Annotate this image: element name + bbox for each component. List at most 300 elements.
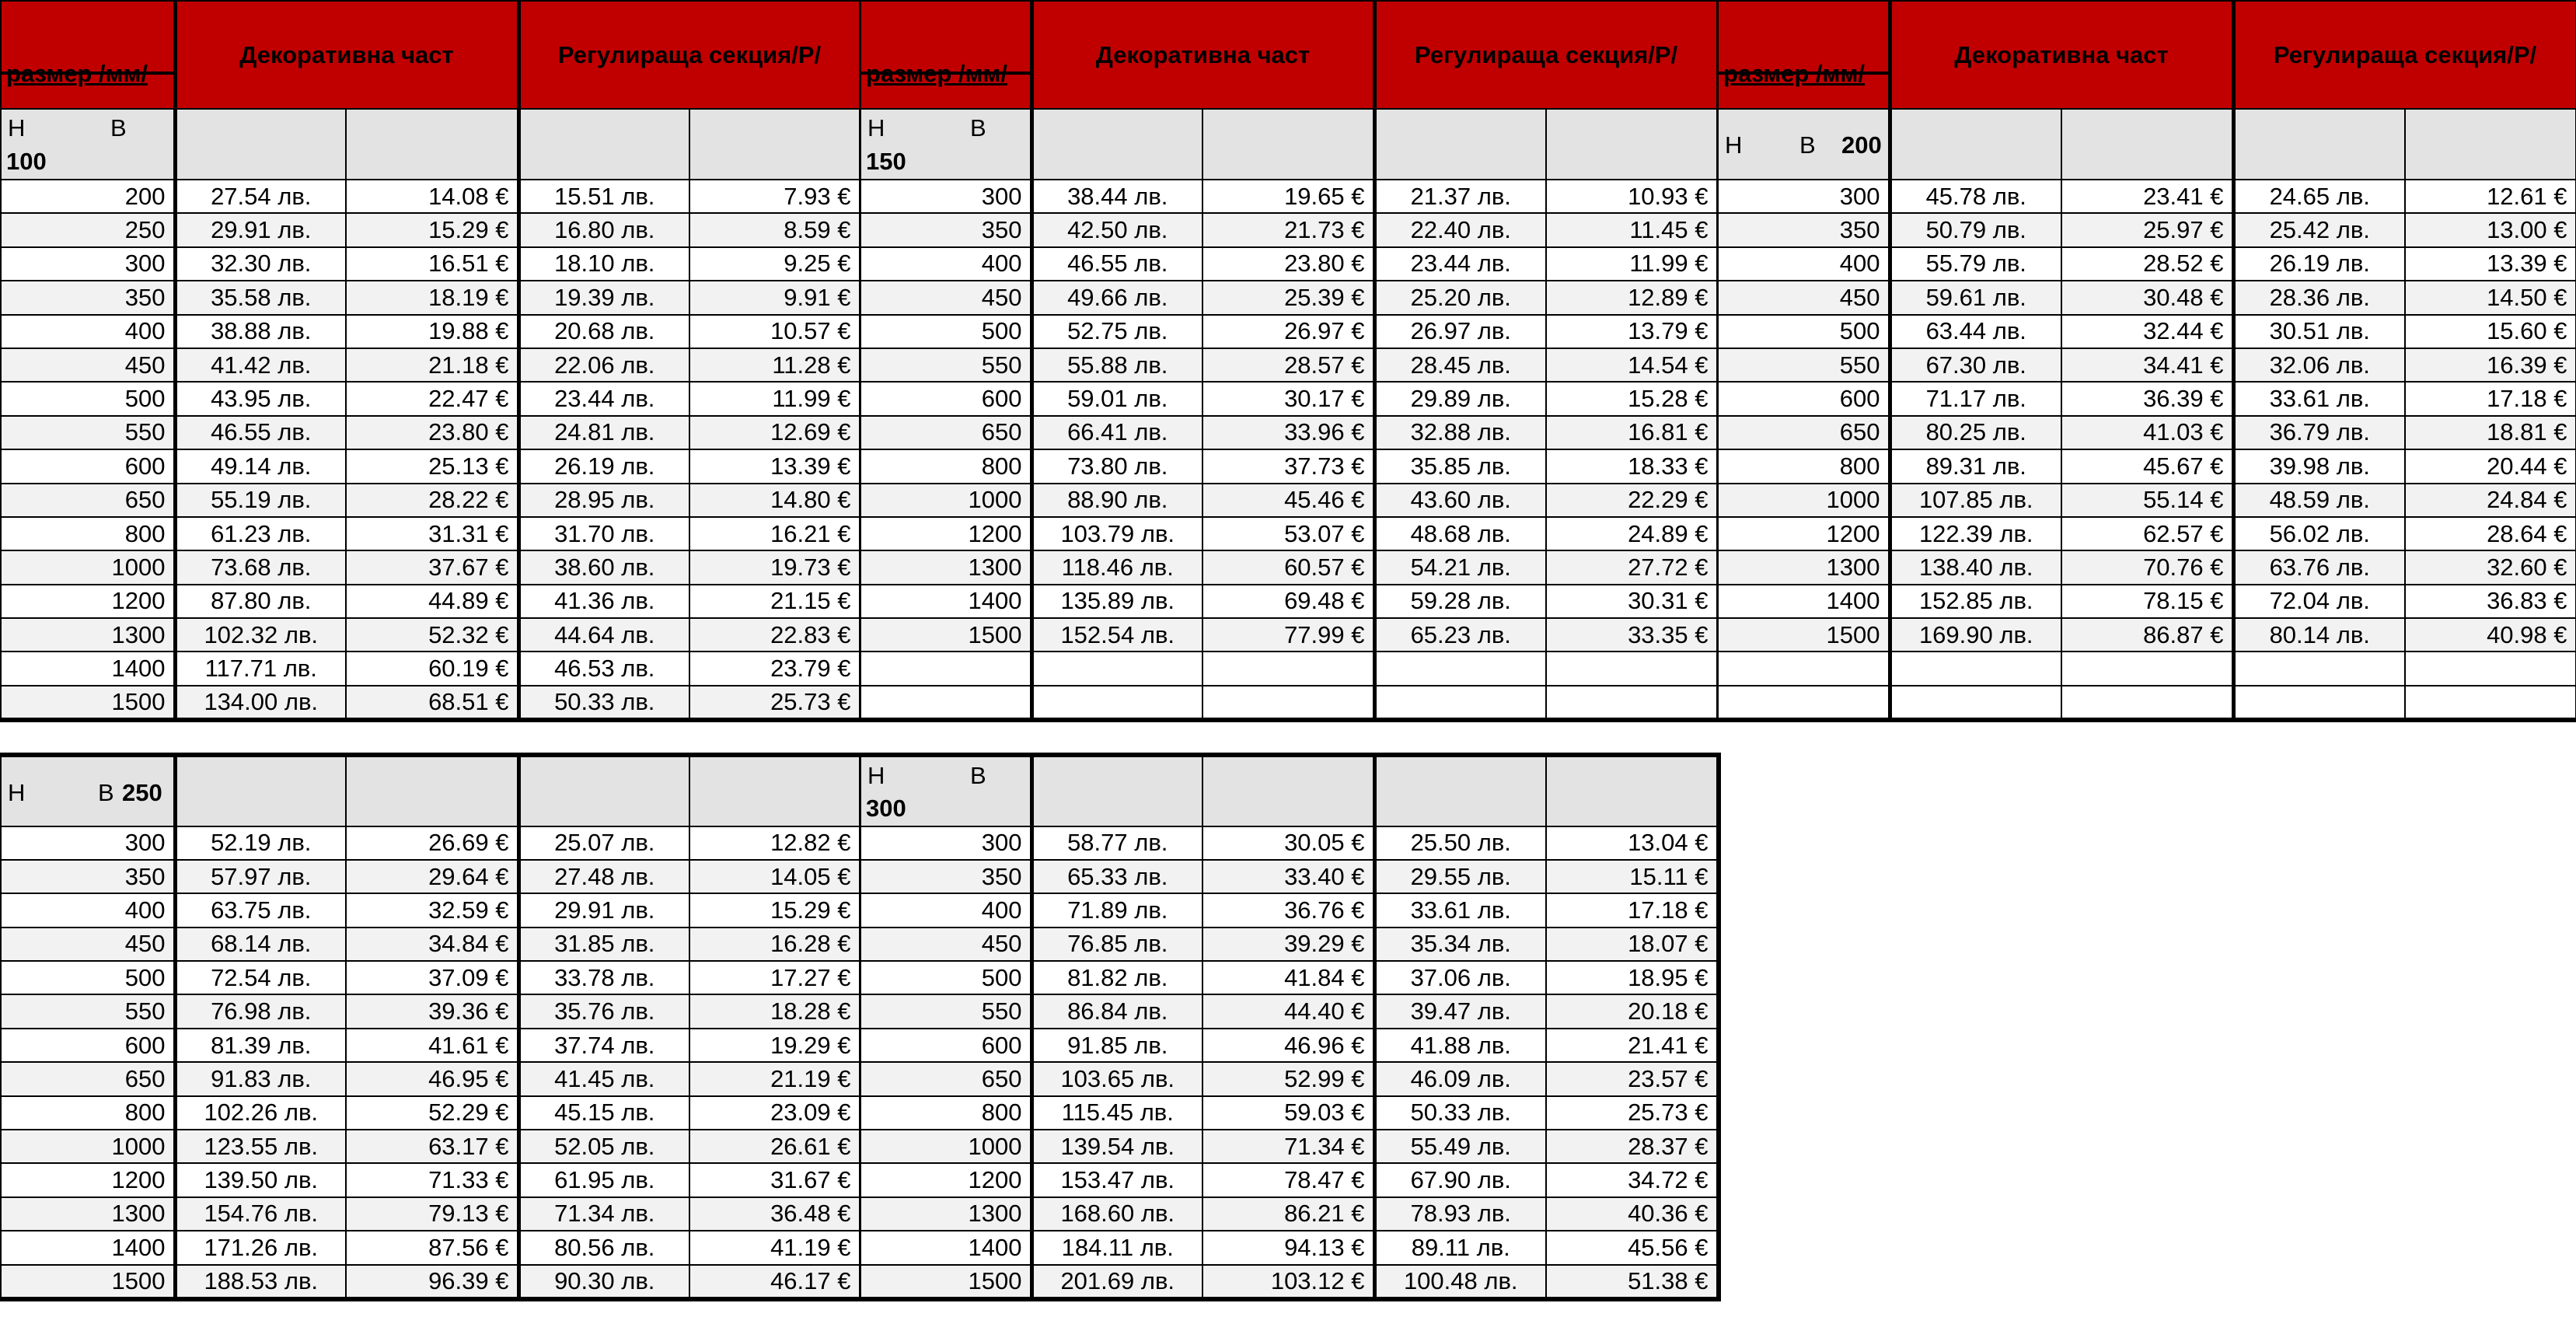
decorative-bgn-cell: 102.26 лв. (175, 1096, 346, 1130)
empty-cell (2405, 652, 2576, 685)
empty-subheader-cell (1031, 756, 1202, 826)
regulating-eur-cell: 8.59 € (689, 213, 860, 246)
regulating-bgn-cell: 31.70 лв. (518, 517, 689, 550)
decorative-bgn-cell: 55.79 лв. (1890, 247, 2061, 281)
regulating-eur-cell: 21.15 € (689, 585, 860, 618)
size-cell: 400 (1, 893, 175, 927)
table-row (1, 1096, 860, 1130)
decorative-header-label: Декоративна част (239, 41, 454, 68)
regulating-bgn-cell: 29.89 лв. (1374, 382, 1546, 415)
table-row (1, 517, 860, 550)
decorative-eur-cell: 21.18 € (346, 348, 518, 382)
decorative-eur-cell: 37.67 € (346, 550, 518, 584)
decorative-bgn-cell: 61.23 лв. (175, 517, 346, 550)
regulating-eur-cell: 21.41 € (1546, 1029, 1718, 1062)
decorative-eur-cell: 33.96 € (1202, 416, 1374, 449)
height-b-label: В (970, 762, 986, 789)
regulating-bgn-cell: 61.95 лв. (518, 1163, 689, 1197)
regulating-eur-cell: 13.04 € (1546, 826, 1718, 860)
decorative-eur-cell: 45.67 € (2061, 449, 2233, 483)
decorative-eur-cell: 28.57 € (1202, 348, 1374, 382)
regulating-eur-cell: 14.50 € (2405, 281, 2576, 314)
decorative-eur-cell: 62.57 € (2061, 517, 2233, 550)
decorative-bgn-cell: 41.42 лв. (175, 348, 346, 382)
table-row (1, 348, 860, 382)
regulating-eur-cell: 11.28 € (689, 348, 860, 382)
regulating-eur-cell: 40.98 € (2405, 618, 2576, 652)
decorative-bgn-cell: 42.50 лв. (1031, 213, 1202, 246)
decorative-bgn-cell: 153.47 лв. (1031, 1163, 1202, 1197)
regulating-eur-cell: 13.39 € (689, 449, 860, 483)
decorative-eur-cell: 53.07 € (1202, 517, 1374, 550)
size-cell: 300 (860, 180, 1031, 213)
regulating-eur-cell: 20.44 € (2405, 449, 2576, 483)
regulating-bgn-cell: 23.44 лв. (1374, 247, 1546, 281)
regulating-eur-cell: 22.83 € (689, 618, 860, 652)
size-cell: 200 (1, 180, 175, 213)
height-h-label: Н (867, 114, 885, 141)
size-cell: 500 (860, 315, 1031, 348)
decorative-bgn-cell: 59.61 лв. (1890, 281, 2061, 314)
table-row (1718, 382, 2576, 415)
regulating-eur-cell: 12.82 € (689, 826, 860, 860)
size-cell: 600 (860, 382, 1031, 415)
table-row (860, 449, 1718, 483)
decorative-eur-cell: 68.51 € (346, 686, 518, 720)
size-cell: 1500 (860, 1265, 1031, 1299)
table-row (860, 281, 1718, 314)
regulating-bgn-cell: 38.60 лв. (518, 550, 689, 584)
regulating-bgn-cell: 35.34 лв. (1374, 928, 1546, 961)
regulating-header-label: Регулираща секция/Р/ (1414, 41, 1678, 68)
decorative-eur-cell: 52.99 € (1202, 1062, 1374, 1095)
regulating-bgn-cell: 41.45 лв. (518, 1062, 689, 1095)
table-row (860, 550, 1718, 584)
decorative-bgn-cell: 152.54 лв. (1031, 618, 1202, 652)
table-row (860, 1163, 1718, 1197)
size-cell: 1300 (1, 1197, 175, 1231)
regulating-eur-cell: 19.29 € (689, 1029, 860, 1062)
table-row (860, 1062, 1718, 1095)
decorative-bgn-cell: 49.66 лв. (1031, 281, 1202, 314)
size-cell: 400 (860, 247, 1031, 281)
table-row (860, 1231, 1718, 1264)
decorative-bgn-cell: 87.80 лв. (175, 585, 346, 618)
regulating-eur-cell: 18.95 € (1546, 961, 1718, 994)
decorative-bgn-cell: 188.53 лв. (175, 1265, 346, 1299)
regulating-bgn-cell: 45.15 лв. (518, 1096, 689, 1130)
regulating-eur-cell: 12.89 € (1546, 281, 1718, 314)
size-cell: 400 (1, 315, 175, 348)
table-row (1, 382, 860, 415)
regulating-bgn-cell: 25.42 лв. (2233, 213, 2405, 246)
decorative-eur-cell: 37.73 € (1202, 449, 1374, 483)
regulating-bgn-cell: 36.79 лв. (2233, 416, 2405, 449)
decorative-eur-cell: 28.22 € (346, 484, 518, 517)
table-row (1, 247, 860, 281)
size-cell: 1300 (1718, 550, 1890, 584)
regulating-eur-cell: 16.81 € (1546, 416, 1718, 449)
regulating-bgn-cell: 78.93 лв. (1374, 1197, 1546, 1231)
empty-subheader-cell (1202, 756, 1374, 826)
regulating-bgn-cell: 19.39 лв. (518, 281, 689, 314)
table-row (860, 517, 1718, 550)
size-cell: 300 (860, 826, 1031, 860)
decorative-bgn-cell: 81.39 лв. (175, 1029, 346, 1062)
decorative-bgn-cell: 38.88 лв. (175, 315, 346, 348)
size-cell: 1400 (860, 585, 1031, 618)
decorative-bgn-cell: 72.54 лв. (175, 961, 346, 994)
table-row (1718, 213, 2576, 246)
size-cell: 450 (1, 928, 175, 961)
decorative-eur-cell: 96.39 € (346, 1265, 518, 1299)
table-row (1718, 585, 2576, 618)
table-row (860, 994, 1718, 1028)
empty-subheader-cell (346, 756, 518, 826)
decorative-bgn-cell: 46.55 лв. (1031, 247, 1202, 281)
empty-cell (860, 686, 1031, 719)
empty-subheader-cell (1546, 109, 1718, 180)
decorative-eur-cell: 30.05 € (1202, 826, 1374, 860)
regulating-bgn-cell: 72.04 лв. (2233, 585, 2405, 618)
regulating-header-label: Регулираща секция/Р/ (557, 41, 822, 68)
regulating-eur-cell: 16.28 € (689, 928, 860, 961)
size-cell: 1400 (1718, 585, 1890, 618)
size-cell: 450 (1, 348, 175, 382)
decorative-eur-cell: 69.48 € (1202, 585, 1374, 618)
size-header-label: размер /мм/ (6, 59, 148, 87)
decorative-eur-cell: 39.29 € (1202, 928, 1374, 961)
height-row (860, 109, 1718, 180)
size-cell: 400 (860, 893, 1031, 927)
decorative-bgn-cell: 71.17 лв. (1890, 382, 2061, 415)
decorative-bgn-cell: 91.83 лв. (175, 1062, 346, 1095)
regulating-eur-cell: 28.37 € (1546, 1130, 1718, 1163)
height-row (1, 756, 860, 826)
regulating-eur-cell: 12.69 € (689, 416, 860, 449)
size-cell: 600 (1, 1029, 175, 1062)
table-row (1, 961, 860, 994)
regulating-eur-cell: 24.89 € (1546, 517, 1718, 550)
regulating-bgn-cell: 26.97 лв. (1374, 315, 1546, 348)
regulating-bgn-cell: 18.10 лв. (518, 247, 689, 281)
decorative-eur-cell: 71.34 € (1202, 1130, 1374, 1163)
decorative-bgn-cell: 80.25 лв. (1890, 416, 2061, 449)
decorative-eur-cell: 26.69 € (346, 826, 518, 860)
table-row (860, 1265, 1718, 1299)
size-cell: 1400 (1, 1231, 175, 1264)
price-table-height-200 (1717, 0, 2576, 721)
table-row (1, 1197, 860, 1231)
regulating-bgn-cell: 90.30 лв. (518, 1265, 689, 1299)
decorative-eur-cell: 25.13 € (346, 449, 518, 483)
regulating-eur-cell: 18.07 € (1546, 928, 1718, 961)
size-cell: 300 (1, 247, 175, 281)
table-row (1, 213, 860, 246)
regulating-eur-cell: 30.31 € (1546, 585, 1718, 618)
size-cell: 350 (860, 213, 1031, 246)
empty-cell (1374, 652, 1546, 685)
size-cell: 800 (1718, 449, 1890, 483)
price-table-height-300 (860, 753, 1720, 1301)
table-row (1, 893, 860, 927)
decorative-bgn-cell: 35.58 лв. (175, 281, 346, 314)
decorative-eur-cell: 28.52 € (2061, 247, 2233, 281)
header-row (860, 1, 1718, 109)
decorative-bgn-cell: 115.45 лв. (1031, 1096, 1202, 1130)
decorative-eur-cell: 33.40 € (1202, 860, 1374, 893)
regulating-eur-cell: 22.29 € (1546, 484, 1718, 517)
decorative-bgn-cell: 27.54 лв. (175, 180, 346, 213)
regulating-bgn-cell: 67.90 лв. (1374, 1163, 1546, 1197)
regulating-eur-cell: 14.54 € (1546, 348, 1718, 382)
decorative-eur-cell: 32.44 € (2061, 315, 2233, 348)
decorative-bgn-cell: 45.78 лв. (1890, 180, 2061, 213)
table-row (1, 928, 860, 961)
size-cell: 500 (1, 382, 175, 415)
regulating-bgn-cell: 52.05 лв. (518, 1130, 689, 1163)
size-cell: 450 (860, 928, 1031, 961)
decorative-eur-cell: 16.51 € (346, 247, 518, 281)
regulating-bgn-cell: 26.19 лв. (2233, 247, 2405, 281)
table-row (860, 180, 1718, 213)
table-row (1718, 348, 2576, 382)
height-h-label: Н (1725, 131, 1743, 159)
empty-cell (1031, 652, 1202, 685)
table-row (860, 484, 1718, 517)
regulating-bgn-cell: 29.91 лв. (518, 893, 689, 927)
decorative-eur-cell: 34.41 € (2061, 348, 2233, 382)
table-row (860, 585, 1718, 618)
table-row (860, 928, 1718, 961)
table-row (860, 961, 1718, 994)
decorative-eur-cell: 32.59 € (346, 893, 518, 927)
regulating-bgn-cell: 15.51 лв. (518, 180, 689, 213)
height-value: 250 (122, 779, 162, 806)
decorative-bgn-cell: 38.44 лв. (1031, 180, 1202, 213)
decorative-bgn-cell: 43.95 лв. (175, 382, 346, 415)
height-cell (1, 109, 175, 180)
regulating-bgn-cell: 46.09 лв. (1374, 1062, 1546, 1095)
height-value: 100 (6, 148, 47, 175)
regulating-bgn-cell: 50.33 лв. (1374, 1096, 1546, 1130)
empty-subheader-cell (1031, 109, 1202, 180)
decorative-eur-cell: 71.33 € (346, 1163, 518, 1197)
decorative-eur-cell: 23.41 € (2061, 180, 2233, 213)
size-column-header (1, 1, 175, 109)
regulating-bgn-cell: 28.45 лв. (1374, 348, 1546, 382)
regulating-eur-cell: 51.38 € (1546, 1265, 1718, 1299)
empty-cell (2405, 686, 2576, 719)
table-row (1718, 247, 2576, 281)
empty-cell (2233, 652, 2405, 685)
regulating-bgn-cell: 35.85 лв. (1374, 449, 1546, 483)
size-cell: 600 (860, 1029, 1031, 1062)
regulating-eur-cell: 19.73 € (689, 550, 860, 584)
decorative-column-header (1031, 1, 1374, 109)
decorative-eur-cell: 78.15 € (2061, 585, 2233, 618)
decorative-eur-cell: 37.09 € (346, 961, 518, 994)
table-row (1, 1130, 860, 1163)
decorative-bgn-cell: 138.40 лв. (1890, 550, 2061, 584)
decorative-bgn-cell: 50.79 лв. (1890, 213, 2061, 246)
decorative-bgn-cell: 81.82 лв. (1031, 961, 1202, 994)
table-row (860, 893, 1718, 927)
decorative-bgn-cell: 103.65 лв. (1031, 1062, 1202, 1095)
table-row (1, 652, 860, 685)
decorative-eur-cell: 77.99 € (1202, 618, 1374, 652)
table-row (1, 826, 860, 860)
height-row (1718, 109, 2576, 180)
decorative-eur-cell: 23.80 € (1202, 247, 1374, 281)
regulating-bgn-cell: 71.34 лв. (518, 1197, 689, 1231)
size-cell: 1500 (860, 618, 1031, 652)
regulating-bgn-cell: 16.80 лв. (518, 213, 689, 246)
regulating-bgn-cell: 22.40 лв. (1374, 213, 1546, 246)
decorative-bgn-cell: 135.89 лв. (1031, 585, 1202, 618)
decorative-eur-cell: 52.32 € (346, 618, 518, 652)
decorative-bgn-cell: 73.68 лв. (175, 550, 346, 584)
empty-cell (1031, 686, 1202, 719)
regulating-eur-cell: 33.35 € (1546, 618, 1718, 652)
decorative-eur-cell: 34.84 € (346, 928, 518, 961)
decorative-eur-cell: 46.95 € (346, 1062, 518, 1095)
regulating-bgn-cell: 100.48 лв. (1374, 1265, 1546, 1299)
decorative-eur-cell: 94.13 € (1202, 1231, 1374, 1264)
decorative-bgn-cell: 57.97 лв. (175, 860, 346, 893)
regulating-eur-cell: 15.29 € (689, 893, 860, 927)
size-cell: 350 (1, 281, 175, 314)
height-h-label: Н (8, 779, 26, 806)
table-row (1718, 517, 2576, 550)
regulating-bgn-cell: 25.50 лв. (1374, 826, 1546, 860)
decorative-eur-cell: 44.89 € (346, 585, 518, 618)
decorative-bgn-cell: 154.76 лв. (175, 1197, 346, 1231)
size-cell: 650 (1, 484, 175, 517)
regulating-eur-cell: 32.60 € (2405, 550, 2576, 584)
size-cell: 350 (1718, 213, 1890, 246)
regulating-bgn-cell: 30.51 лв. (2233, 315, 2405, 348)
regulating-bgn-cell: 41.88 лв. (1374, 1029, 1546, 1062)
regulating-eur-cell: 15.28 € (1546, 382, 1718, 415)
decorative-bgn-cell: 102.32 лв. (175, 618, 346, 652)
table-row (860, 618, 1718, 652)
regulating-bgn-cell: 48.68 лв. (1374, 517, 1546, 550)
empty-cell (1202, 652, 1374, 685)
regulating-eur-cell: 34.72 € (1546, 1163, 1718, 1197)
decorative-bgn-cell: 107.85 лв. (1890, 484, 2061, 517)
size-cell: 650 (1, 1062, 175, 1095)
decorative-bgn-cell: 184.11 лв. (1031, 1231, 1202, 1264)
size-cell: 1500 (1, 1265, 175, 1299)
regulating-bgn-cell: 80.14 лв. (2233, 618, 2405, 652)
decorative-bgn-cell: 88.90 лв. (1031, 484, 1202, 517)
header-row (1718, 1, 2576, 109)
decorative-bgn-cell: 169.90 лв. (1890, 618, 2061, 652)
regulating-bgn-cell: 20.68 лв. (518, 315, 689, 348)
size-cell: 650 (860, 1062, 1031, 1095)
empty-subheader-cell (2405, 109, 2576, 180)
size-cell: 500 (1, 961, 175, 994)
size-cell: 1300 (1, 618, 175, 652)
table-row (1, 994, 860, 1028)
decorative-bgn-cell: 46.55 лв. (175, 416, 346, 449)
regulating-bgn-cell: 21.37 лв. (1374, 180, 1546, 213)
regulating-eur-cell: 23.79 € (689, 652, 860, 685)
decorative-eur-cell: 87.56 € (346, 1231, 518, 1264)
empty-cell (1202, 686, 1374, 719)
size-cell: 800 (1, 517, 175, 550)
regulating-eur-cell: 25.73 € (689, 686, 860, 720)
regulating-eur-cell: 14.80 € (689, 484, 860, 517)
regulating-eur-cell: 10.93 € (1546, 180, 1718, 213)
decorative-eur-cell: 41.03 € (2061, 416, 2233, 449)
table-row (1, 860, 860, 893)
height-row (1, 109, 860, 180)
regulating-eur-cell: 10.57 € (689, 315, 860, 348)
table-row (1, 686, 860, 720)
size-cell: 550 (860, 348, 1031, 382)
decorative-bgn-cell: 103.79 лв. (1031, 517, 1202, 550)
decorative-eur-cell: 19.88 € (346, 315, 518, 348)
regulating-bgn-cell: 65.23 лв. (1374, 618, 1546, 652)
size-cell: 550 (1, 994, 175, 1028)
size-cell: 350 (1, 860, 175, 893)
regulating-bgn-cell: 33.61 лв. (1374, 893, 1546, 927)
table-row (860, 860, 1718, 893)
regulating-eur-cell: 16.39 € (2405, 348, 2576, 382)
regulating-column-header (1374, 1, 1718, 109)
decorative-column-header (175, 1, 518, 109)
height-h-label: Н (8, 114, 26, 141)
regulating-bgn-cell: 37.74 лв. (518, 1029, 689, 1062)
height-cell (860, 756, 1031, 826)
size-cell: 1200 (860, 1163, 1031, 1197)
size-cell: 1300 (860, 550, 1031, 584)
price-table-height-250 (0, 753, 863, 1301)
regulating-eur-cell: 40.36 € (1546, 1197, 1718, 1231)
regulating-bgn-cell: 41.36 лв. (518, 585, 689, 618)
regulating-bgn-cell: 24.81 лв. (518, 416, 689, 449)
regulating-header-label: Регулираща секция/Р/ (2273, 41, 2537, 68)
decorative-bgn-cell: 134.00 лв. (175, 686, 346, 720)
regulating-eur-cell: 24.84 € (2405, 484, 2576, 517)
table-row (860, 1029, 1718, 1062)
decorative-eur-cell: 63.17 € (346, 1130, 518, 1163)
table-row (1718, 484, 2576, 517)
regulating-eur-cell: 36.48 € (689, 1197, 860, 1231)
regulating-bgn-cell: 46.53 лв. (518, 652, 689, 685)
size-cell: 450 (1718, 281, 1890, 314)
decorative-bgn-cell: 152.85 лв. (1890, 585, 2061, 618)
regulating-eur-cell: 15.60 € (2405, 315, 2576, 348)
empty-subheader-cell (1890, 109, 2061, 180)
height-value: 150 (866, 148, 906, 175)
table-row (1718, 618, 2576, 652)
decorative-bgn-cell: 59.01 лв. (1031, 382, 1202, 415)
table-row (1, 315, 860, 348)
table-row (860, 1096, 1718, 1130)
table-row (860, 1130, 1718, 1163)
regulating-eur-cell: 28.64 € (2405, 517, 2576, 550)
empty-cell (2061, 686, 2233, 719)
regulating-eur-cell: 18.33 € (1546, 449, 1718, 483)
header-divider (1719, 72, 1888, 75)
table-row (860, 826, 1718, 860)
decorative-bgn-cell: 201.69 лв. (1031, 1265, 1202, 1299)
empty-subheader-cell (1546, 756, 1718, 826)
decorative-eur-cell: 30.48 € (2061, 281, 2233, 314)
